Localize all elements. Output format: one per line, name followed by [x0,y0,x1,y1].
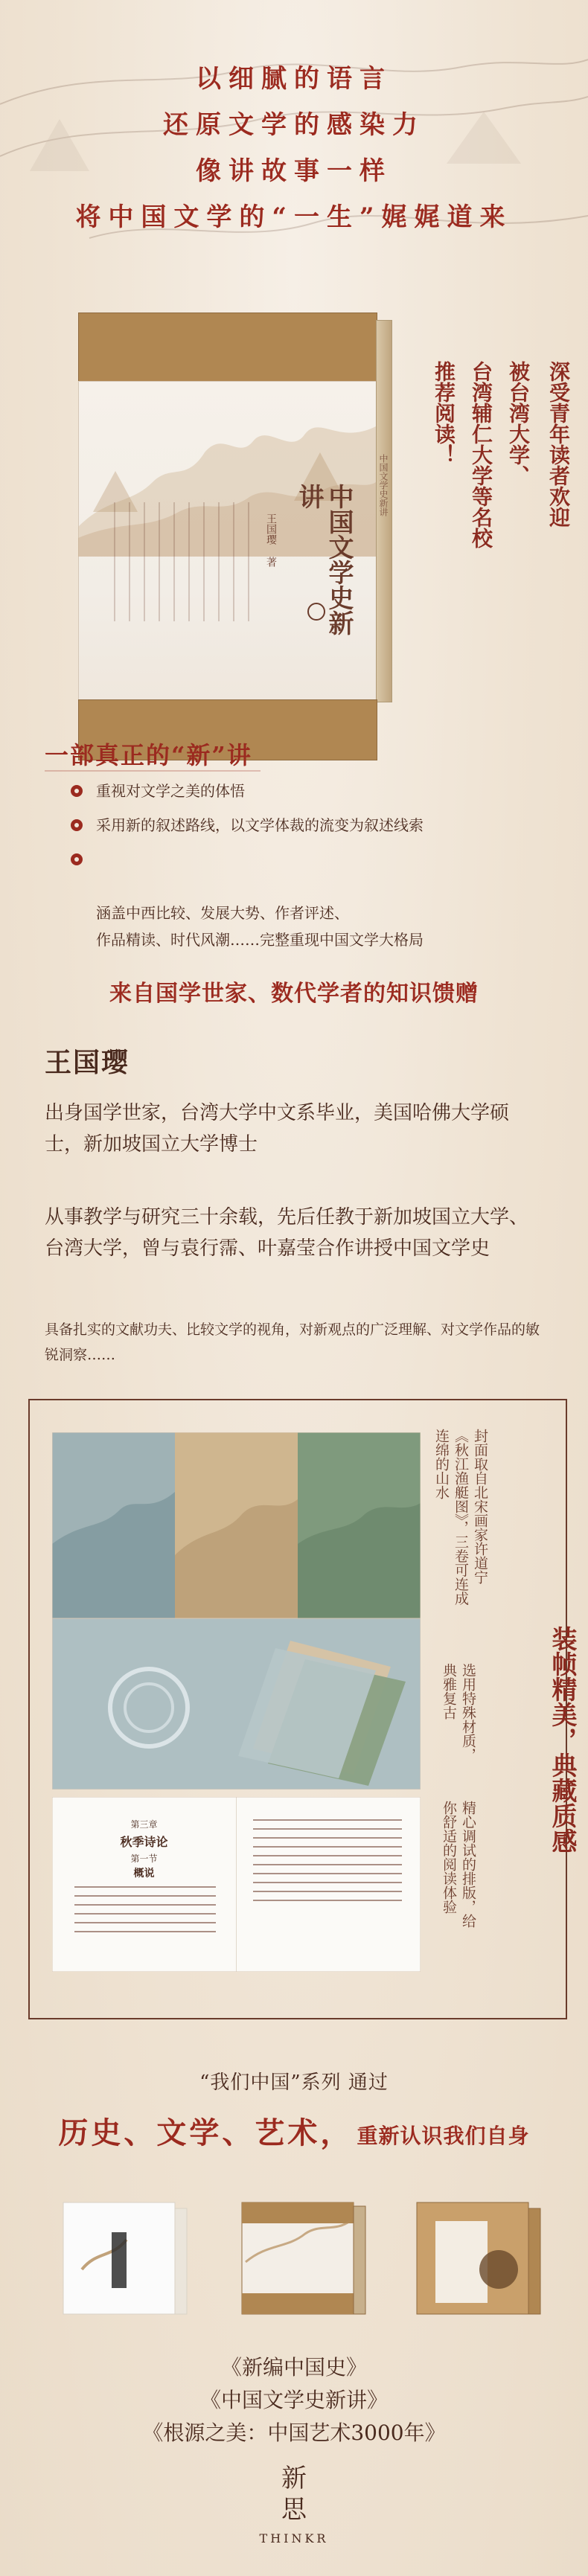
section-new-title: 一部真正的“新”讲 [45,741,252,769]
series-title-1: 《新编中国史》 [220,2355,367,2380]
bullet-text: 重视对文学之美的体悟 [96,782,245,800]
design-big-vertical: 装帧精美，典藏质感 [547,1626,577,1853]
spread-right-subtitle: 概说 [133,1868,155,1880]
series-intro: “我们中国”系列 通过 [199,2072,389,2094]
brand-logo [0,2463,588,2545]
design-caption-1: 封面取自北宋画家许道宁《秋江渔艇图》，三卷可连成连绵的山水 [433,1429,488,1606]
bullet-dot-icon [71,853,83,865]
box-small-text [100,502,257,621]
series-books [0,2180,588,2329]
hero-line-4: 将中国文学的“一生”娓娓道来 [75,202,513,232]
spread-left-title: 秋季诗论 [120,1835,168,1849]
box-top [78,313,377,382]
endorse-col-4: 推荐阅读！ [432,361,456,465]
author-paragraph-2: 从事教学与研究三十余载，先后任教于新加坡国立大学、台湾大学，曾与袁行霈、叶嘉莹合作讲授中国文学史 [45,1206,529,1260]
series-title-3: 《根源之美：中国艺术3000年》 [142,2420,446,2445]
brand-en: THINKR [259,2531,329,2545]
bullet-item [71,778,555,804]
series-title-2: 《中国文学史新讲》 [199,2388,388,2412]
section-gift-title: 来自国学世家、数代学者的知识馈赠 [109,981,479,1007]
hero-line-1: 以细腻的语言 [196,64,392,94]
spread-right-heading: 第一节 [130,1853,158,1864]
design-caption-3: 精心调试的排版，给你舒适的阅读体验 [441,1801,476,1928]
author-name: 王国璎 [45,1047,130,1078]
seal-icon [307,603,325,621]
cover-photo [52,1432,421,1618]
endorse-col-2: 被台湾大学、 [506,361,531,486]
box-illustration [78,313,391,699]
bullet-dot-icon [71,819,83,831]
section-new-title-underline [45,770,261,772]
series-list [0,2351,588,2450]
box-title [264,484,354,640]
endorse-col-1: 深受青年读者欢迎 [546,361,571,528]
hero-headline [0,56,588,240]
series-tagline [0,2109,588,2152]
bullet-item [71,812,555,839]
bullet-item [71,846,555,953]
bullet-dot-icon [71,785,83,797]
bullet-text: 采用新的叙述路线，以文学体裁的流变为叙述线索 [96,816,424,834]
section-new-bullets [71,778,555,961]
hero-line-2: 还原文学的感染力 [163,110,425,140]
series-books-art [0,2180,588,2329]
design-caption-2: 选用特殊材质，典雅复古 [441,1663,476,1762]
cover-photo-art [52,1432,421,1618]
endorsement [402,361,573,584]
texture-photo-art [52,1618,421,1790]
author-paragraph-1: 出身国学世家，台湾大学中文系毕业，美国哈佛大学硕士，新加坡国立大学博士 [45,1102,510,1156]
series-tagline-big: 历史、文学、艺术， [58,2115,354,2150]
product-box [78,313,391,699]
spread-photo [52,1797,421,1972]
box-author-small: 王国璎 著 [265,513,277,567]
box-title-big: 中国文学史新讲 [294,484,354,635]
spread-left-heading: 第三章 [130,1819,158,1830]
author-paragraph-3: 具备扎实的文献功夫、比较文学的视角，对新观点的广泛理解、对文学作品的敏锐洞察…… [45,1321,540,1363]
bullet-text: 涵盖中西比较、发展大势、作者评述、 作品精读、时代风潮……完整重现中国文学大格局 [96,904,424,949]
series-tagline-rest: 重新认识我们自身 [357,2124,530,2148]
texture-photo [52,1618,421,1790]
box-spine-text: 中国文学史新讲 [378,454,389,516]
hero-line-3: 像讲故事一样 [196,156,392,186]
endorse-col-3: 台湾辅仁大学等名校 [469,361,493,548]
brand-cn: 新 思 [281,2464,307,2525]
